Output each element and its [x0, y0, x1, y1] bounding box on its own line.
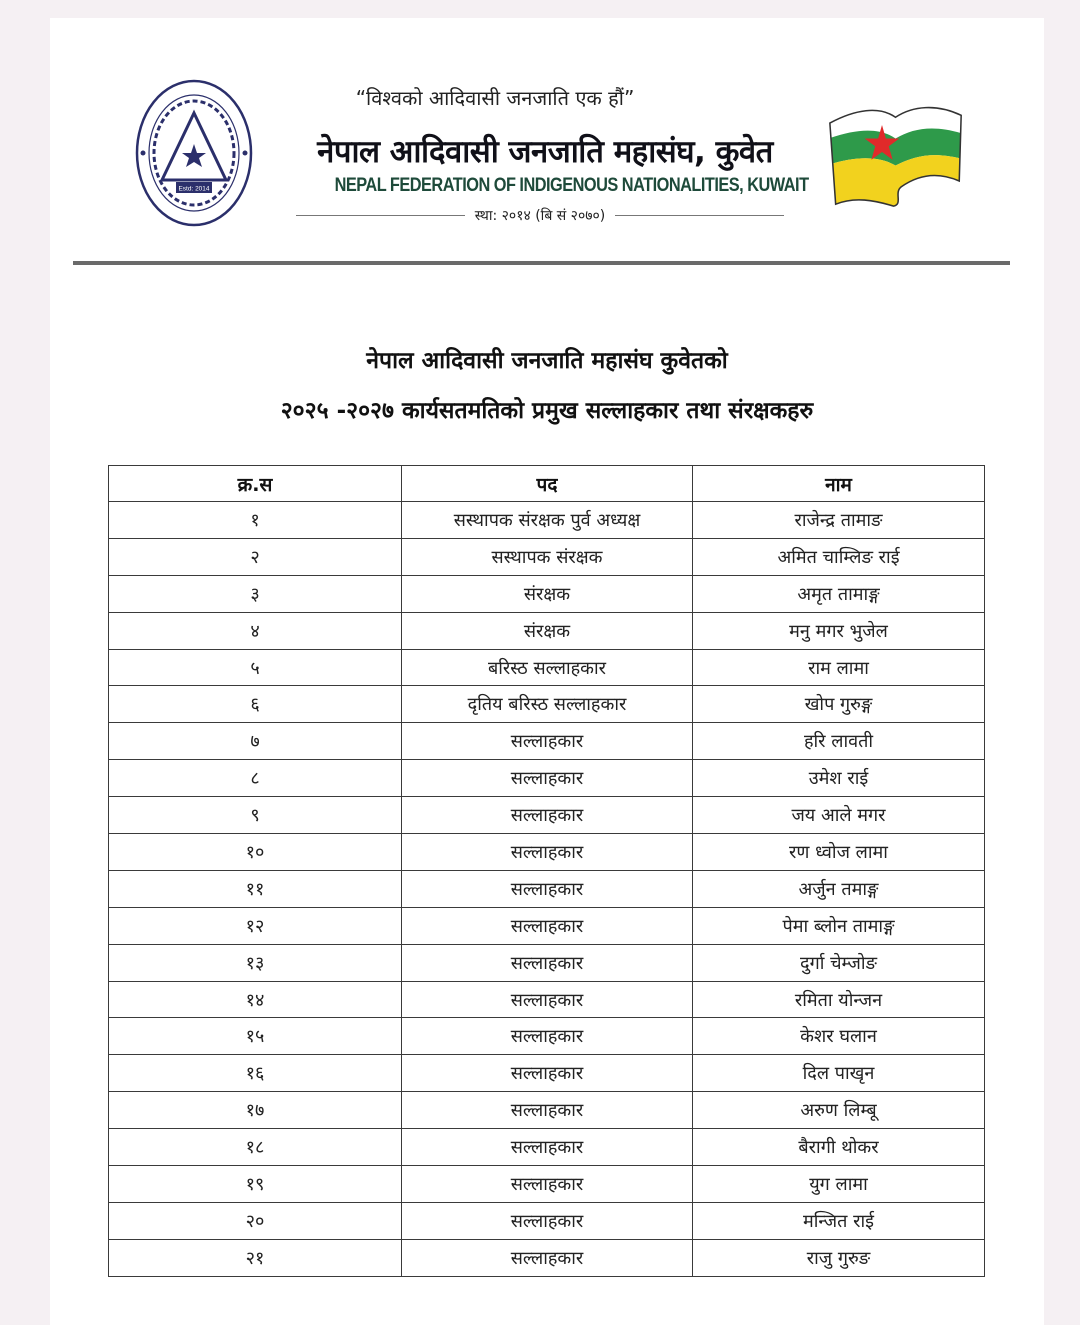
serial-cell: २१ [109, 1239, 402, 1276]
document-title-line-2: २०२५ -२०२७ कार्यसतमतिको प्रमुख सल्लाहकार तथा संरक्षकहरु [280, 398, 814, 424]
document-title-line-1: नेपाल आदिवासी जनजाति महासंघ कुवेतको [366, 348, 728, 374]
serial-cell: २ [109, 538, 402, 575]
post-cell: सल्लाहकार [402, 1092, 693, 1129]
post-cell: सल्लाहकार [402, 834, 693, 871]
table-row [109, 1055, 985, 1092]
name-cell: रण ध्वोज लामा [693, 834, 985, 871]
name-cell: उमेश राई [693, 760, 985, 797]
serial-cell: ६ [109, 686, 402, 723]
serial-cell: १८ [109, 1129, 402, 1166]
post-cell: सल्लाहकार [402, 1129, 693, 1166]
table-row [109, 1092, 985, 1129]
table-row [109, 612, 985, 649]
organization-seal-icon [134, 78, 254, 228]
table-body [109, 502, 985, 1277]
name-cell: जय आले मगर [693, 797, 985, 834]
motto-text: “विश्वको आदिवासी जनजाति एक हौं” [355, 86, 635, 110]
serial-cell: १० [109, 834, 402, 871]
serial-cell: ३ [109, 575, 402, 612]
table-row [109, 907, 985, 944]
post-cell: दृतिय बरिस्ठ सल्लाहकार [402, 686, 693, 723]
post-cell: सल्लाहकार [402, 797, 693, 834]
serial-cell: १७ [109, 1092, 402, 1129]
post-cell: सल्लाहकार [402, 1018, 693, 1055]
serial-cell: २० [109, 1202, 402, 1239]
table-row [109, 870, 985, 907]
organization-name-english: NEPAL FEDERATION OF INDIGENOUS NATIONALITIES, KUWAIT [334, 175, 809, 196]
serial-cell: ५ [109, 649, 402, 686]
post-cell: सल्लाहकार [402, 1239, 693, 1276]
established-line [296, 204, 784, 226]
table-row [109, 981, 985, 1018]
table-row [109, 502, 985, 539]
post-cell: संरक्षक [402, 612, 693, 649]
name-cell: अमित चाम्लिङ राई [693, 538, 985, 575]
serial-cell: १५ [109, 1018, 402, 1055]
name-cell: राम लामा [693, 649, 985, 686]
post-cell: संरक्षक [402, 575, 693, 612]
name-cell: अरुण लिम्बू [693, 1092, 985, 1129]
table-row [109, 834, 985, 871]
name-cell: राजेन्द्र तामाङ [693, 502, 985, 539]
serial-cell: ४ [109, 612, 402, 649]
column-header-post: पद [402, 466, 693, 502]
established-text: स्था: २०१४ (बि सं २०७०) [474, 207, 606, 224]
serial-cell: १३ [109, 944, 402, 981]
post-cell: सल्लाहकार [402, 760, 693, 797]
post-cell: सल्लाहकार [402, 907, 693, 944]
organization-name-english-line [296, 175, 809, 199]
serial-cell: ११ [109, 870, 402, 907]
document-page [50, 18, 1044, 1325]
table-row [109, 723, 985, 760]
name-cell: दुर्गा चेम्जोङ [693, 944, 985, 981]
name-cell: युग लामा [693, 1166, 985, 1203]
table-row [109, 649, 985, 686]
column-header-name: नाम [693, 466, 985, 502]
serial-cell: १६ [109, 1055, 402, 1092]
post-cell: सस्थापक संरक्षक पुर्व अध्यक्ष [402, 502, 693, 539]
divider-left [296, 215, 465, 216]
name-cell: राजु गुरुङ [693, 1239, 985, 1276]
post-cell: सल्लाहकार [402, 870, 693, 907]
table-row [109, 1018, 985, 1055]
table-row [109, 538, 985, 575]
post-cell: सस्थापक संरक्षक [402, 538, 693, 575]
post-cell: सल्लाहकार [402, 944, 693, 981]
serial-cell: ९ [109, 797, 402, 834]
divider-right [615, 215, 784, 216]
post-cell: सल्लाहकार [402, 981, 693, 1018]
name-cell: केशर घलान [693, 1018, 985, 1055]
post-cell: बरिस्ठ सल्लाहकार [402, 649, 693, 686]
name-cell: अमृत तामाङ्ग [693, 575, 985, 612]
serial-cell: १२ [109, 907, 402, 944]
serial-cell: ७ [109, 723, 402, 760]
post-cell: सल्लाहकार [402, 1202, 693, 1239]
table-row [109, 797, 985, 834]
header-separator [73, 261, 1010, 265]
name-cell: हरि लावती [693, 723, 985, 760]
federation-flag-icon [826, 96, 966, 210]
name-cell: मनु मगर भुजेल [693, 612, 985, 649]
seal-estd-text: Estd: 2014 [178, 185, 210, 193]
name-cell: दिल पाखृन [693, 1055, 985, 1092]
serial-cell: ८ [109, 760, 402, 797]
table-row [109, 1129, 985, 1166]
post-cell: सल्लाहकार [402, 1055, 693, 1092]
name-cell: खोप गुरुङ्ग [693, 686, 985, 723]
table-row [109, 686, 985, 723]
serial-cell: १९ [109, 1166, 402, 1203]
organization-name-nepali: नेपाल आदिवासी जनजाति महासंघ, कुवेत [317, 134, 773, 170]
table-row [109, 1202, 985, 1239]
table-row [109, 575, 985, 612]
advisors-table [108, 465, 985, 1277]
name-cell: बैरागी थोकर [693, 1129, 985, 1166]
post-cell: सल्लाहकार [402, 723, 693, 760]
table-header-row [109, 466, 985, 502]
table-row [109, 1239, 985, 1276]
name-cell: मन्जित राई [693, 1202, 985, 1239]
serial-cell: १४ [109, 981, 402, 1018]
table-row [109, 1166, 985, 1203]
name-cell: पेमा ब्लोन तामाङ्ग [693, 907, 985, 944]
post-cell: सल्लाहकार [402, 1166, 693, 1203]
name-cell: अर्जुन तमाङ्ग [693, 870, 985, 907]
serial-cell: १ [109, 502, 402, 539]
table-row [109, 760, 985, 797]
column-header-serial: क्र.स [109, 466, 402, 502]
table-row [109, 944, 985, 981]
name-cell: रमिता योन्जन [693, 981, 985, 1018]
